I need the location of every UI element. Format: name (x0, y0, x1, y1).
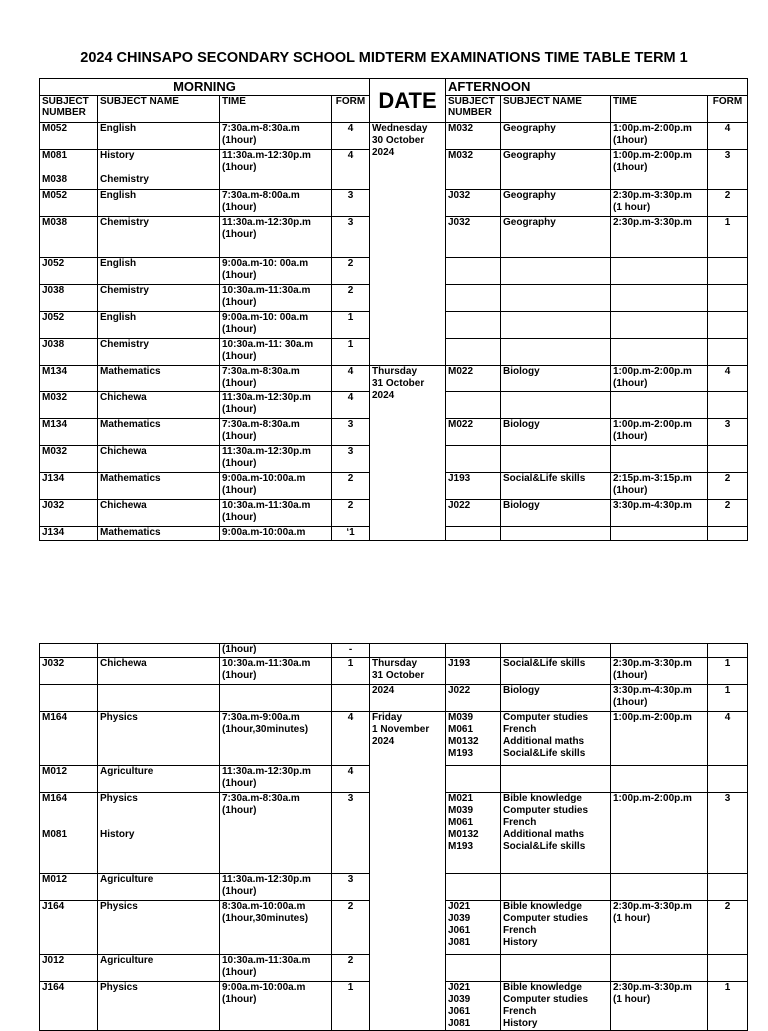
afternoon-subject-name: Bible knowledge Computer studies French Additional maths Social&Life skills (501, 793, 611, 874)
date-cell: 2024 (370, 685, 446, 712)
morning-time: 7:30a.m-8:30a.m (1hour) (220, 123, 332, 150)
afternoon-time: 2:30p.m-3:30p.m (611, 217, 708, 258)
afternoon-subject-number (446, 285, 501, 312)
morning-time: 11:30a.m-12:30p.m (1hour) (220, 446, 332, 473)
morning-subject-name: Physics (98, 712, 220, 766)
morning-subject-name (98, 685, 220, 712)
morning-subject-number: J012 (40, 955, 98, 982)
afternoon-subject-number (446, 766, 501, 793)
morning-subject-name: Physics (98, 982, 220, 1031)
afternoon-subject-number: J021 J039 J061 J081 (446, 901, 501, 955)
morning-form: 4 (332, 766, 370, 793)
morning-subject-name: Agriculture (98, 766, 220, 793)
morning-subject-number: J052 (40, 312, 98, 339)
morning-subject-name: History Chemistry (98, 150, 220, 190)
morning-time: 11:30a.m-12:30p.m (1hour) (220, 392, 332, 419)
morning-time: 10:30a.m-11:30a.m (1hour) (220, 285, 332, 312)
afternoon-form: 1 (708, 217, 748, 258)
morning-subject-number: M134 (40, 366, 98, 392)
morning-subject-name: Mathematics (98, 473, 220, 500)
morning-time (220, 685, 332, 712)
afternoon-subject-number (446, 446, 501, 473)
afternoon-subject-name: Geography (501, 217, 611, 258)
afternoon-subject-name: Geography (501, 190, 611, 217)
morning-subject-name: Agriculture (98, 955, 220, 982)
morning-form: 2 (332, 258, 370, 285)
afternoon-time (611, 446, 708, 473)
morning-time: 10:30a.m-11:30a.m (1hour) (220, 500, 332, 527)
morning-form: 4 (332, 150, 370, 190)
afternoon-subject-name (501, 874, 611, 901)
morning-form: 4 (332, 392, 370, 419)
afternoon-time (611, 258, 708, 285)
col-form: FORM (332, 96, 370, 123)
afternoon-time: 2:30p.m-3:30p.m (1 hour) (611, 982, 708, 1031)
afternoon-subject-number: J022 (446, 685, 501, 712)
morning-time: 10:30a.m-11:30a.m (1hour) (220, 955, 332, 982)
afternoon-subject-name: Geography (501, 150, 611, 190)
morning-time: 7:30a.m-8:00a.m (1hour) (220, 190, 332, 217)
afternoon-form (708, 955, 748, 982)
afternoon-form (708, 644, 748, 658)
afternoon-subject-name: Computer studies French Additional maths Social&Life skills (501, 712, 611, 766)
morning-subject-number: M032 (40, 392, 98, 419)
afternoon-subject-name (501, 258, 611, 285)
col-time: TIME (611, 96, 708, 123)
morning-subject-number: J134 (40, 527, 98, 541)
afternoon-subject-name: Social&Life skills (501, 473, 611, 500)
col-subject-name: SUBJECT NAME (98, 96, 220, 123)
afternoon-form: 2 (708, 190, 748, 217)
morning-subject-name: Physics (98, 901, 220, 955)
afternoon-subject-name: Biology (501, 685, 611, 712)
afternoon-time: 1:00p.m-2:00p.m (1hour) (611, 123, 708, 150)
morning-time: 9:00a.m-10:00a.m (1hour) (220, 473, 332, 500)
afternoon-time: 2:15p.m-3:15p.m (1hour) (611, 473, 708, 500)
morning-time: 7:30a.m-8:30a.m (1hour) (220, 366, 332, 392)
afternoon-time (611, 527, 708, 541)
afternoon-form (708, 527, 748, 541)
afternoon-subject-number: M039 M061 M0132 M193 (446, 712, 501, 766)
afternoon-form: 4 (708, 366, 748, 392)
morning-form: 2 (332, 285, 370, 312)
morning-subject-number: M134 (40, 419, 98, 446)
morning-form: 4 (332, 123, 370, 150)
afternoon-subject-number (446, 955, 501, 982)
afternoon-subject-name (501, 955, 611, 982)
afternoon-subject-name (501, 527, 611, 541)
afternoon-header: AFTERNOON (446, 79, 748, 96)
table-row (40, 712, 748, 766)
afternoon-time: 2:30p.m-3:30p.m (1 hour) (611, 901, 708, 955)
morning-time: 11:30a.m-12:30p.m (1hour) (220, 766, 332, 793)
morning-time: 10:30a.m-11:30a.m (1hour) (220, 658, 332, 685)
afternoon-form (708, 258, 748, 285)
morning-time: 9:00a.m-10:00a.m (220, 527, 332, 541)
morning-subject-number: J038 (40, 285, 98, 312)
morning-form: 4 (332, 712, 370, 766)
afternoon-form: 1 (708, 658, 748, 685)
morning-subject-name: Chichewa (98, 392, 220, 419)
page-title: 2024 CHINSAPO SECONDARY SCHOOL MIDTERM EXAMINATIONS TIME TABLE TERM 1 (80, 50, 688, 66)
date-cell (370, 644, 446, 658)
afternoon-time (611, 392, 708, 419)
afternoon-form: 3 (708, 793, 748, 874)
morning-time: 7:30a.m-8:30a.m (1hour) (220, 793, 332, 874)
afternoon-time: 3:30p.m-4:30p.m (611, 500, 708, 527)
morning-subject-number: M052 (40, 123, 98, 150)
afternoon-subject-number (446, 644, 501, 658)
date-cell: Wednesday 30 October 2024 (370, 123, 446, 366)
afternoon-subject-number: J032 (446, 190, 501, 217)
morning-subject-name: Physics History (98, 793, 220, 874)
afternoon-time (611, 644, 708, 658)
morning-form: 2 (332, 473, 370, 500)
afternoon-subject-number: M032 (446, 123, 501, 150)
afternoon-time: 1:00p.m-2:00p.m (1hour) (611, 419, 708, 446)
morning-subject-number (40, 644, 98, 658)
morning-subject-name: Agriculture (98, 874, 220, 901)
morning-form: 3 (332, 446, 370, 473)
afternoon-form: 4 (708, 712, 748, 766)
col-time: TIME (220, 96, 332, 123)
morning-subject-number: M164 M081 (40, 793, 98, 874)
morning-subject-name (98, 644, 220, 658)
morning-time: 10:30a.m-11: 30a.m (1hour) (220, 339, 332, 366)
morning-subject-name: Chichewa (98, 500, 220, 527)
afternoon-subject-number (446, 258, 501, 285)
morning-subject-number: J164 (40, 901, 98, 955)
afternoon-subject-name: Bible knowledge Computer studies French History (501, 982, 611, 1031)
morning-subject-name: English (98, 258, 220, 285)
afternoon-subject-number (446, 339, 501, 366)
morning-form: 3 (332, 217, 370, 258)
morning-form: 1 (332, 658, 370, 685)
afternoon-time: 1:00p.m-2:00p.m (1hour) (611, 366, 708, 392)
morning-header: MORNING (40, 79, 370, 96)
morning-form: - (332, 644, 370, 658)
afternoon-form: 2 (708, 901, 748, 955)
table-row (40, 123, 748, 150)
afternoon-subject-number (446, 392, 501, 419)
morning-subject-number: J032 (40, 500, 98, 527)
afternoon-form: 1 (708, 982, 748, 1031)
afternoon-time: 3:30p.m-4:30p.m (1hour) (611, 685, 708, 712)
afternoon-form (708, 285, 748, 312)
afternoon-time: 2:30p.m-3:30p.m (1hour) (611, 658, 708, 685)
afternoon-subject-number: J193 (446, 658, 501, 685)
morning-subject-number: J052 (40, 258, 98, 285)
morning-subject-number: J038 (40, 339, 98, 366)
morning-subject-number: M032 (40, 446, 98, 473)
timetable-page-2 (39, 643, 748, 1031)
afternoon-time: 2:30p.m-3:30p.m (1 hour) (611, 190, 708, 217)
morning-subject-name: Mathematics (98, 366, 220, 392)
morning-form: 3 (332, 874, 370, 901)
afternoon-subject-number: J193 (446, 473, 501, 500)
morning-form: 1 (332, 312, 370, 339)
afternoon-time (611, 766, 708, 793)
morning-subject-name: English (98, 123, 220, 150)
date-cell: Friday 1 November 2024 (370, 712, 446, 1031)
afternoon-time: 1:00p.m-2:00p.m (611, 793, 708, 874)
afternoon-form: 3 (708, 150, 748, 190)
afternoon-subject-number: J022 (446, 500, 501, 527)
afternoon-subject-number: M032 (446, 150, 501, 190)
afternoon-time: 1:00p.m-2:00p.m (611, 712, 708, 766)
table-row (40, 366, 748, 392)
morning-subject-number: M164 (40, 712, 98, 766)
morning-time: 9:00a.m-10:00a.m (1hour) (220, 982, 332, 1031)
table-row (40, 658, 748, 685)
afternoon-subject-number: J021 J039 J061 J081 (446, 982, 501, 1031)
morning-subject-name: Chichewa (98, 446, 220, 473)
morning-form: 2 (332, 955, 370, 982)
afternoon-form (708, 312, 748, 339)
col-subject-number: SUBJECT NUMBER (446, 96, 501, 123)
morning-form (332, 685, 370, 712)
morning-form: ‘1 (332, 527, 370, 541)
morning-time: 9:00a.m-10: 00a.m (1hour) (220, 258, 332, 285)
afternoon-time (611, 874, 708, 901)
afternoon-subject-number: M021 M039 M061 M0132 M193 (446, 793, 501, 874)
afternoon-time (611, 339, 708, 366)
afternoon-form: 4 (708, 123, 748, 150)
afternoon-form: 2 (708, 500, 748, 527)
table-row (40, 685, 748, 712)
afternoon-form (708, 392, 748, 419)
afternoon-subject-name: Biology (501, 366, 611, 392)
afternoon-subject-name (501, 644, 611, 658)
morning-time: 11:30a.m-12:30p.m (1hour) (220, 150, 332, 190)
afternoon-form (708, 874, 748, 901)
afternoon-subject-name: Social&Life skills (501, 658, 611, 685)
afternoon-subject-name: Geography (501, 123, 611, 150)
afternoon-form: 3 (708, 419, 748, 446)
afternoon-subject-name (501, 446, 611, 473)
afternoon-subject-name (501, 312, 611, 339)
morning-time: 8:30a.m-10:00a.m (1hour,30minutes) (220, 901, 332, 955)
morning-time: 11:30a.m-12:30p.m (1hour) (220, 217, 332, 258)
morning-form: 4 (332, 366, 370, 392)
afternoon-form (708, 446, 748, 473)
morning-form: 2 (332, 901, 370, 955)
afternoon-subject-name: Biology (501, 419, 611, 446)
morning-form: 3 (332, 190, 370, 217)
col-form: FORM (708, 96, 748, 123)
afternoon-time: 1:00p.m-2:00p.m (1hour) (611, 150, 708, 190)
morning-subject-number: J032 (40, 658, 98, 685)
morning-form: 1 (332, 339, 370, 366)
afternoon-subject-number (446, 527, 501, 541)
afternoon-form: 1 (708, 685, 748, 712)
morning-time: (1hour) (220, 644, 332, 658)
afternoon-subject-number: M022 (446, 366, 501, 392)
morning-subject-name: Chemistry (98, 285, 220, 312)
morning-subject-name: English (98, 312, 220, 339)
afternoon-subject-number (446, 874, 501, 901)
afternoon-subject-name: Bible knowledge Computer studies French History (501, 901, 611, 955)
morning-subject-name: Chemistry (98, 217, 220, 258)
afternoon-time (611, 285, 708, 312)
afternoon-subject-name (501, 339, 611, 366)
morning-subject-number: M038 (40, 217, 98, 258)
afternoon-form: 2 (708, 473, 748, 500)
morning-subject-number: M012 (40, 874, 98, 901)
morning-subject-number: M012 (40, 766, 98, 793)
morning-form: 1 (332, 982, 370, 1031)
afternoon-subject-name: Biology (501, 500, 611, 527)
afternoon-subject-name (501, 285, 611, 312)
morning-subject-number: J164 (40, 982, 98, 1031)
afternoon-time (611, 312, 708, 339)
date-header: DATE (370, 79, 446, 123)
afternoon-form (708, 339, 748, 366)
morning-subject-number: J134 (40, 473, 98, 500)
morning-subject-number: M052 (40, 190, 98, 217)
morning-form: 2 (332, 500, 370, 527)
table-row (40, 644, 748, 658)
afternoon-time (611, 955, 708, 982)
afternoon-subject-number (446, 312, 501, 339)
morning-subject-name: Mathematics (98, 527, 220, 541)
morning-time: 7:30a.m-9:00a.m (1hour,30minutes) (220, 712, 332, 766)
morning-form: 3 (332, 793, 370, 874)
date-cell: Thursday 31 October 2024 (370, 366, 446, 541)
morning-time: 9:00a.m-10: 00a.m (1hour) (220, 312, 332, 339)
morning-subject-number: M081 M038 (40, 150, 98, 190)
morning-form: 3 (332, 419, 370, 446)
morning-subject-name: Mathematics (98, 419, 220, 446)
afternoon-subject-name (501, 392, 611, 419)
afternoon-subject-number: J032 (446, 217, 501, 258)
morning-time: 11:30a.m-12:30p.m (1hour) (220, 874, 332, 901)
col-subject-name: SUBJECT NAME (501, 96, 611, 123)
col-subject-number: SUBJECT NUMBER (40, 96, 98, 123)
morning-time: 7:30a.m-8:30a.m (1hour) (220, 419, 332, 446)
morning-subject-name: Chichewa (98, 658, 220, 685)
timetable-page-1 (39, 78, 748, 541)
afternoon-subject-name (501, 766, 611, 793)
morning-subject-name: English (98, 190, 220, 217)
morning-subject-number (40, 685, 98, 712)
morning-subject-name: Chemistry (98, 339, 220, 366)
date-cell: Thursday 31 October (370, 658, 446, 685)
afternoon-subject-number: M022 (446, 419, 501, 446)
afternoon-form (708, 766, 748, 793)
